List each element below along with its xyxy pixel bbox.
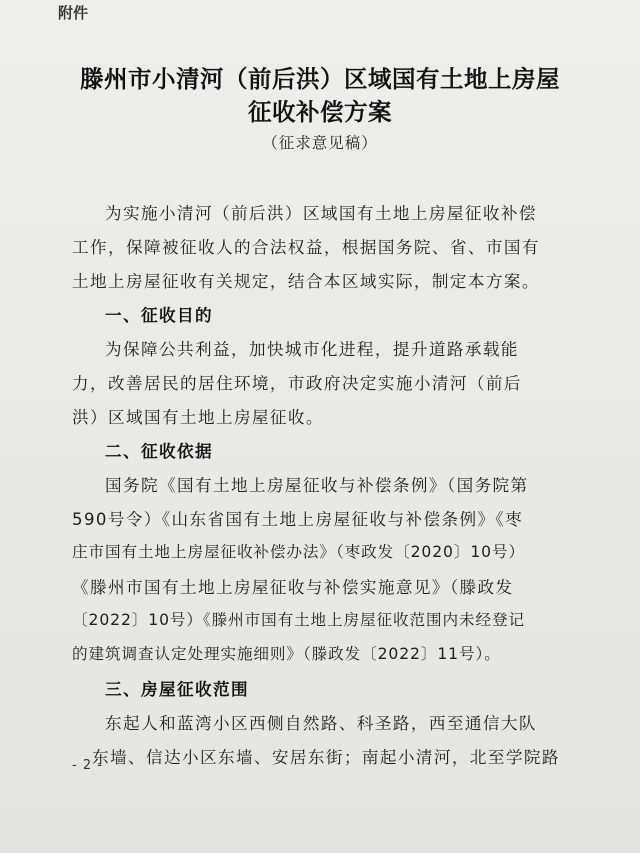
section-line: 为保障公共利益，加快城市化进程，提升道路承载能 [105,340,519,359]
section-line: 的建筑调查认定处理实施细则》（滕政发〔2022〕11号）。 [72,645,501,663]
section-heading-scope: 三、房屋征收范围 [105,680,249,699]
intro-line: 工作，保障被征收人的合法权益，根据国务院、省、市国有 [72,238,540,257]
section-line: 东墙、信达小区东墙、安居东街；南起小清河，北至学院路 [92,748,560,767]
document-title-line-1: 滕州市小清河（前后洪）区域国有土地上房屋 [80,65,560,93]
section-line: 590号令）《山东省国有土地上房屋征收与补偿条例》《枣 [72,510,524,529]
page-number: - 2 - [72,758,103,773]
section-line: 庄市国有土地上房屋征收补偿办法》（枣政发〔2020〕10号） [72,543,525,561]
section-line: 东起人和蓝湾小区西侧自然路、科圣路，西至通信大队 [105,714,537,733]
intro-line: 为实施小清河（前后洪）区域国有土地上房屋征收补偿 [105,204,537,223]
section-heading-basis: 二、征收依据 [105,442,213,461]
attachment-label: 附件 [58,4,89,22]
section-line: 〔2022〕10号）《滕州市国有土地上房屋征收范围内未经登记 [72,611,525,629]
section-line: 洪）区域国有土地上房屋征收。 [72,408,324,427]
section-line: 《滕州市国有土地上房屋征收与补偿实施意见》（滕政发 [72,578,514,597]
document-title-line-2: 征收补偿方案 [248,98,392,126]
section-heading-purpose: 一、征收目的 [105,306,213,325]
intro-line: 土地上房屋征收有关规定，结合本区域实际，制定本方案。 [72,272,540,291]
document-subtitle: （征求意见稿） [262,134,378,152]
section-line: 力，改善居民的居住环境，市政府决定实施小清河（前后 [72,374,522,393]
section-line: 国务院《国有土地上房屋征收与补偿条例》（国务院第 [105,476,529,495]
